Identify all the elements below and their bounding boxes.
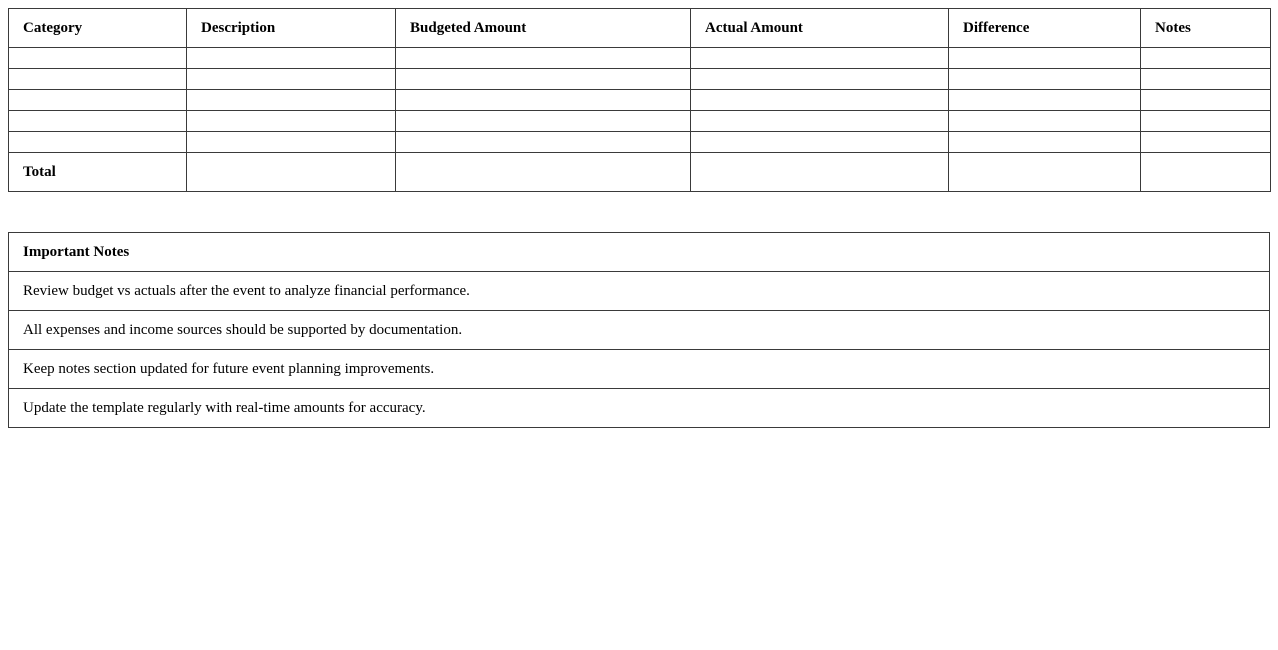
table-header-row <box>9 9 1271 48</box>
table-cell[interactable] <box>9 69 187 90</box>
table-cell[interactable] <box>9 48 187 69</box>
table-row <box>9 90 1271 111</box>
total-row <box>9 153 1271 192</box>
budget-table <box>8 8 1271 192</box>
table-cell[interactable] <box>1141 132 1271 153</box>
total-cell[interactable] <box>691 153 949 192</box>
table-cell[interactable] <box>187 111 396 132</box>
note-row <box>9 311 1270 350</box>
table-cell[interactable] <box>1141 69 1271 90</box>
note-row <box>9 350 1270 389</box>
table-cell[interactable] <box>9 132 187 153</box>
table-cell[interactable] <box>187 69 396 90</box>
column-header-description: Description <box>187 9 396 48</box>
table-row <box>9 48 1271 69</box>
note-item: Keep notes section updated for future event planning improvements. <box>9 350 1270 389</box>
column-header-category: Category <box>9 9 187 48</box>
table-cell[interactable] <box>691 69 949 90</box>
note-row <box>9 272 1270 311</box>
notes-heading: Important Notes <box>9 233 1270 272</box>
table-cell[interactable] <box>949 132 1141 153</box>
notes-header-row <box>9 233 1270 272</box>
table-cell[interactable] <box>691 90 949 111</box>
table-cell[interactable] <box>949 69 1141 90</box>
table-cell[interactable] <box>691 132 949 153</box>
total-label: Total <box>9 153 187 192</box>
table-cell[interactable] <box>9 111 187 132</box>
table-cell[interactable] <box>1141 90 1271 111</box>
table-row <box>9 69 1271 90</box>
column-header-actual-amount: Actual Amount <box>691 9 949 48</box>
table-cell[interactable] <box>949 90 1141 111</box>
note-row <box>9 389 1270 428</box>
total-cell[interactable] <box>949 153 1141 192</box>
note-item: Review budget vs actuals after the event to analyze financial performance. <box>9 272 1270 311</box>
table-cell[interactable] <box>396 48 691 69</box>
table-cell[interactable] <box>1141 111 1271 132</box>
table-cell[interactable] <box>1141 48 1271 69</box>
table-cell[interactable] <box>187 132 396 153</box>
table-cell[interactable] <box>691 48 949 69</box>
table-cell[interactable] <box>691 111 949 132</box>
total-cell[interactable] <box>1141 153 1271 192</box>
table-cell[interactable] <box>396 69 691 90</box>
table-cell[interactable] <box>396 132 691 153</box>
table-cell[interactable] <box>396 111 691 132</box>
table-row <box>9 132 1271 153</box>
column-header-budgeted-amount: Budgeted Amount <box>396 9 691 48</box>
table-cell[interactable] <box>187 90 396 111</box>
table-row <box>9 111 1271 132</box>
table-cell[interactable] <box>396 90 691 111</box>
table-cell[interactable] <box>187 48 396 69</box>
table-cell[interactable] <box>9 90 187 111</box>
total-cell[interactable] <box>396 153 691 192</box>
column-header-difference: Difference <box>949 9 1141 48</box>
total-cell[interactable] <box>187 153 396 192</box>
note-item: Update the template regularly with real-time amounts for accuracy. <box>9 389 1270 428</box>
table-cell[interactable] <box>949 111 1141 132</box>
note-item: All expenses and income sources should be supported by documentation. <box>9 311 1270 350</box>
important-notes-table <box>8 232 1270 428</box>
table-cell[interactable] <box>949 48 1141 69</box>
column-header-notes: Notes <box>1141 9 1271 48</box>
